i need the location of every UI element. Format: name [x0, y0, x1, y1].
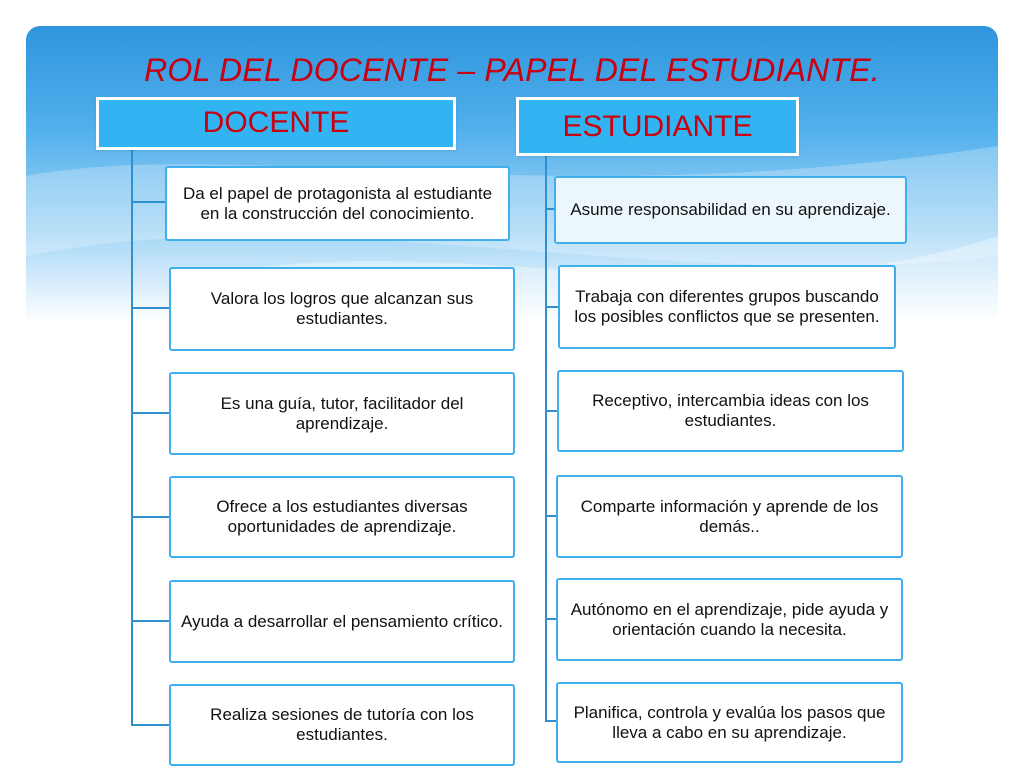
estudiante-item-5: Autónomo en el aprendizaje, pide ayuda y orientación cuando la necesita.	[556, 578, 903, 661]
docente-item-4: Ofrece a los estudiantes diversas oportunidades de aprendizaje.	[169, 476, 515, 558]
docente-item-3: Es una guía, tutor, facilitador del aprendizaje.	[169, 372, 515, 455]
docente-item-5: Ayuda a desarrollar el pensamiento crítico.	[169, 580, 515, 663]
estudiante-item-6: Planifica, controla y evalúa los pasos que lleva a cabo en su aprendizaje.	[556, 682, 903, 763]
estudiante-connector-trunk	[545, 155, 547, 722]
estudiante-connector-branch	[545, 515, 556, 517]
estudiante-connector-branch	[545, 306, 558, 308]
estudiante-item-1: Asume responsabilidad en su aprendizaje.	[554, 176, 907, 244]
docente-connector-branch	[131, 412, 169, 414]
docente-connector-branch	[131, 307, 169, 309]
docente-item-1: Da el papel de protagonista al estudiante en la construcción del conocimiento.	[165, 166, 510, 241]
docente-connector-branch	[131, 201, 165, 203]
docente-item-6: Realiza sesiones de tutoría con los estudiantes.	[169, 684, 515, 766]
estudiante-item-2: Trabaja con diferentes grupos buscando los posibles conflictos que se presenten.	[558, 265, 896, 349]
estudiante-connector-branch	[545, 618, 556, 620]
estudiante-item-3: Receptivo, intercambia ideas con los estudiantes.	[557, 370, 904, 452]
docente-connector-branch	[131, 724, 169, 726]
docente-connector-branch	[131, 620, 169, 622]
docente-connector-trunk	[131, 149, 133, 725]
estudiante-item-4: Comparte información y aprende de los demás..	[556, 475, 903, 558]
estudiante-connector-branch	[545, 410, 557, 412]
docente-header: DOCENTE	[97, 98, 455, 149]
estudiante-header: ESTUDIANTE	[517, 98, 798, 155]
estudiante-connector-branch	[545, 208, 554, 210]
docente-item-2: Valora los logros que alcanzan sus estudiantes.	[169, 267, 515, 351]
docente-connector-branch	[131, 516, 169, 518]
slide-title: ROL DEL DOCENTE – PAPEL DEL ESTUDIANTE.	[144, 52, 880, 88]
estudiante-connector-branch	[545, 720, 556, 722]
